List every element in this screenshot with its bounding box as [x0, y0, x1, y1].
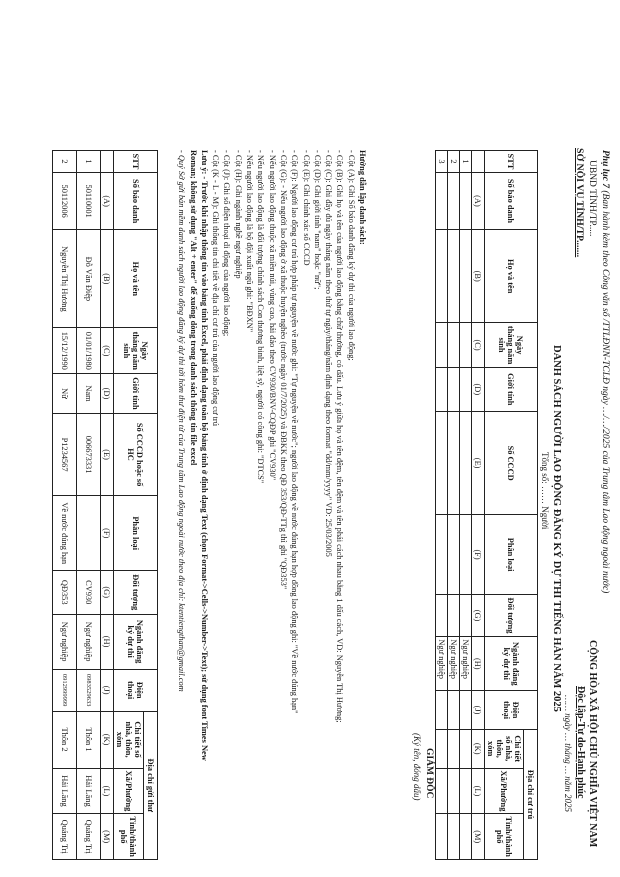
instruction-line: - Cột (J): Ghi số điện thoại di động của người lao động; [222, 150, 232, 337]
type-cell: Về nước đúng hạn [53, 496, 77, 570]
instruction-line: - Nếu người lao động thuộc xã miền núi, vùng cao, hải đảo theo CV930/BNV-CQĐP ghi "CV930" [267, 150, 277, 481]
instruction-line: - Cột (K - L - M): Ghi thông tin chi tiết về địa chỉ cư trú của người lao động cư trú [211, 150, 221, 426]
stt-cell: 2 [53, 151, 77, 173]
code-cell: (A) [472, 172, 485, 229]
header-stt: STT [114, 151, 158, 173]
header-ward: Xã/Phường [485, 768, 524, 814]
stt-cell: 1 [460, 151, 472, 173]
header-residence: Địa chỉ cư trú [524, 729, 538, 859]
trade-cell: Ngư nghiệp [77, 614, 101, 669]
detail-cell: Thôn 1 [77, 711, 101, 768]
code-cell: (F) [101, 496, 114, 570]
code-cell: (M) [472, 814, 485, 860]
header-name: Họ và tên [485, 230, 538, 323]
sbd-cell: 50112006 [53, 172, 77, 229]
name-cell: Nguyễn Thị Hương [53, 230, 77, 328]
subject-cell: QĐ353 [53, 570, 77, 614]
table-row [460, 151, 472, 860]
instruction-line: - Cột (B): Ghi họ và tên của người lao động bằng chữ thường, có dấu. Lưu ý giữa họ và tên đệm, tên đệm và tên phải cách nhau bằng 1 dấu cách, VD: Nguyễn Thị Hương; [335, 150, 345, 723]
phone-cell: 0912999999 [53, 669, 77, 711]
table-row [448, 151, 460, 860]
trade-cell: Ngư nghiệp [436, 637, 448, 691]
phone-cell: 0983529633 [77, 669, 101, 711]
gender-cell: Nam [77, 374, 101, 413]
code-cell: (D) [101, 374, 114, 413]
code-cell: (M) [101, 814, 114, 860]
header-detail: Chi tiết số nhà, thôn, xóm [114, 711, 144, 768]
header-province: Tỉnh/thành phố [114, 814, 144, 860]
trade-cell: Ngư nghiệp [53, 614, 77, 669]
code-cell: (K) [101, 711, 114, 768]
province-cell: Quảng Trị [77, 814, 101, 860]
header-name: Họ và tên [114, 230, 158, 328]
header-type: Phân loại [114, 496, 158, 570]
code-cell: (B) [472, 230, 485, 323]
code-cell: (G) [101, 570, 114, 614]
header-gender: Giới tính [485, 367, 538, 411]
cccd-cell: P1234567 [53, 413, 77, 496]
table-row [53, 151, 77, 860]
instruction-line: - Cột (E): Ghi chính xác số CCCD [301, 150, 311, 266]
gender-cell: Nữ [53, 374, 77, 413]
header-phone: Điện thoại [485, 691, 538, 730]
dob-cell: 15/12/1990 [53, 328, 77, 374]
header-phone: Điện thoại [114, 669, 158, 711]
instruction-line: - Cột (D): Ghi giới tính "nam" hoặc "nữ"; [312, 150, 322, 290]
cccd-cell: 006673331 [77, 413, 101, 496]
dob-cell: 01/01/1980 [77, 328, 101, 374]
department-name: SỞ NỘI VỤ TỈNH/TP....... [574, 148, 585, 258]
header-dob: Ngày tháng năm sinh [114, 328, 158, 374]
ward-cell: Hải Lăng [77, 768, 101, 814]
code-cell: (J) [472, 691, 485, 730]
table-row [77, 151, 101, 860]
country-name: CỘNG HÒA XÃ HỘI CHỦ NGHĨA VIỆT NAM [587, 640, 598, 848]
signature-note: (Ký tên, đóng dấu) [412, 733, 422, 801]
subject-cell: CV930 [77, 570, 101, 614]
name-cell: Đỗ Văn Điệp [77, 230, 101, 328]
registration-table-template [435, 150, 538, 860]
header-ward: Xã/Phường [114, 768, 144, 814]
code-cell: (D) [472, 367, 485, 411]
header-sbd: Số báo danh [485, 172, 538, 229]
type-cell [77, 496, 101, 570]
instruction-line: - Nếu người lao động là đối tượng chính sách Con thương binh, liệt sỹ, người có công ghi: "DTCS" [256, 150, 266, 484]
instruction-note: Lưu ý: - Trước khi nhập thông tin vào bảng tính Excel, phải định dạng toàn bộ bảng tính ở định dạng Text (chọn Format->Cells->Number->Text); sử dụng font Times New Roman; không sử dụng "Alt + enter" để xuống dòng trong danh sách thông tin file excel [188, 150, 209, 761]
code-cell: (H) [101, 614, 114, 669]
header-trade: Ngành đăng ký dự thi [485, 637, 538, 691]
header-subject: Đối tượng [485, 594, 538, 637]
code-cell: (H) [472, 637, 485, 691]
instruction-line: - Cột (H): Ghi ngành nghề ngư nghiệp [233, 150, 243, 279]
header-province: Tỉnh/thành phố [485, 814, 524, 860]
date-line: …… ngày … tháng … năm 2025 [563, 695, 573, 813]
code-cell: (C) [101, 328, 114, 374]
total-count: Tổng số: …… Người [540, 452, 550, 530]
instruction-line: - Cột (G): - Nếu người lao động ở xã thuộc huyện nghèo (trước ngày 01/7/2025) và ĐBKK theo QĐ 353/QĐ-TTg thì ghi "QĐ353" [278, 150, 288, 590]
code-cell: (G) [472, 594, 485, 637]
header-stt: STT [485, 151, 538, 173]
header-type: Phân loại [485, 515, 538, 594]
instruction-line: - Cột (A): Ghi Số báo danh đăng ký dự thi của người lao động; [346, 150, 356, 361]
code-row [101, 151, 114, 860]
code-cell: (L) [101, 768, 114, 814]
instructions [176, 150, 368, 790]
code-cell: (E) [101, 413, 114, 496]
code-cell: (B) [101, 230, 114, 328]
code-cell: (L) [472, 768, 485, 814]
instruction-line: - Nếu người lao động là bộ đội xuất ngũ ghi: "BĐXN" [245, 150, 255, 333]
appendix-line [600, 150, 610, 593]
detail-cell: Thôn 2 [53, 711, 77, 768]
instruction-line: - Quý Sở gửi bản mềm danh sách người lao động đăng ký dự thi tới hòm thư điện tử của Trung tâm Lao động ngoài nước theo địa chỉ: ktentiengthan@gmail.com [177, 150, 187, 692]
code-row [472, 151, 485, 860]
example-table [52, 150, 158, 860]
sbd-cell: 50110001 [77, 172, 101, 229]
instruction-line: - Cột (F): Người lao động cư trú hợp pháp tự nguyện về nước ghi: "Tự nguyện về nước"; người lao động về nước đúng hạn hợp đồng lao động ghi: "Về nước đúng hạn" [290, 150, 300, 714]
motto: Độc lập-Tự do-Hạnh phúc [575, 686, 586, 799]
header-cccd-hc: Số CCCD hoặc số HC [114, 413, 158, 496]
signature-title: GIÁM ĐỐC [424, 748, 434, 799]
code-cell: (E) [472, 411, 485, 515]
header-cccd: Số CCCD [485, 411, 538, 515]
appendix-note: (Ban hành kèm theo Công văn số /TTLĐNN-TCLĐ ngày …/…/2025 của Trung tâm Lao động ngoài nước) [600, 190, 610, 594]
trade-cell: Ngư nghiệp [460, 637, 472, 691]
province-cell: Quảng Trị [53, 814, 77, 860]
table-row [436, 151, 448, 860]
stt-cell: 3 [436, 151, 448, 173]
appendix-label: Phụ lục 7 [600, 150, 610, 189]
ward-cell: Hải Lăng [53, 768, 77, 814]
instructions-heading: Hướng dẫn lập danh sách: [358, 150, 367, 245]
header-sbd: Số báo danh [114, 172, 158, 229]
header-subject: Đối tượng [114, 570, 158, 614]
stt-cell: 2 [448, 151, 460, 173]
header-contact: Địa chỉ gửi thư [144, 711, 158, 859]
code-cell: (C) [472, 323, 485, 367]
agency-name: UBND TỈNH/TP..... [587, 160, 597, 237]
code-cell: (A) [101, 172, 114, 229]
code-cell: (F) [472, 515, 485, 594]
document-title: DANH SÁCH NGƯỜI LAO ĐỘNG ĐĂNG KÝ DỰ THI TIẾNG HÀN NĂM 2025 [551, 345, 562, 712]
trade-cell: Ngư nghiệp [448, 637, 460, 691]
stt-cell: 1 [77, 151, 101, 173]
header-trade: Ngành đăng ký dự thi [114, 614, 158, 669]
header-dob: Ngày tháng năm sinh [485, 323, 538, 367]
header-detail: Chi tiết số nhà, thôn, xóm [485, 729, 524, 768]
header-gender: Giới tính [114, 374, 158, 413]
instruction-line: - Cột (C): Ghi đầy đủ ngày tháng năm theo thứ tự ngày/tháng/năm định dạng theo format "dd/mm/yyyy" VD: 25/03/2005 [324, 150, 334, 557]
code-cell: (K) [472, 729, 485, 768]
code-cell: (J) [101, 669, 114, 711]
